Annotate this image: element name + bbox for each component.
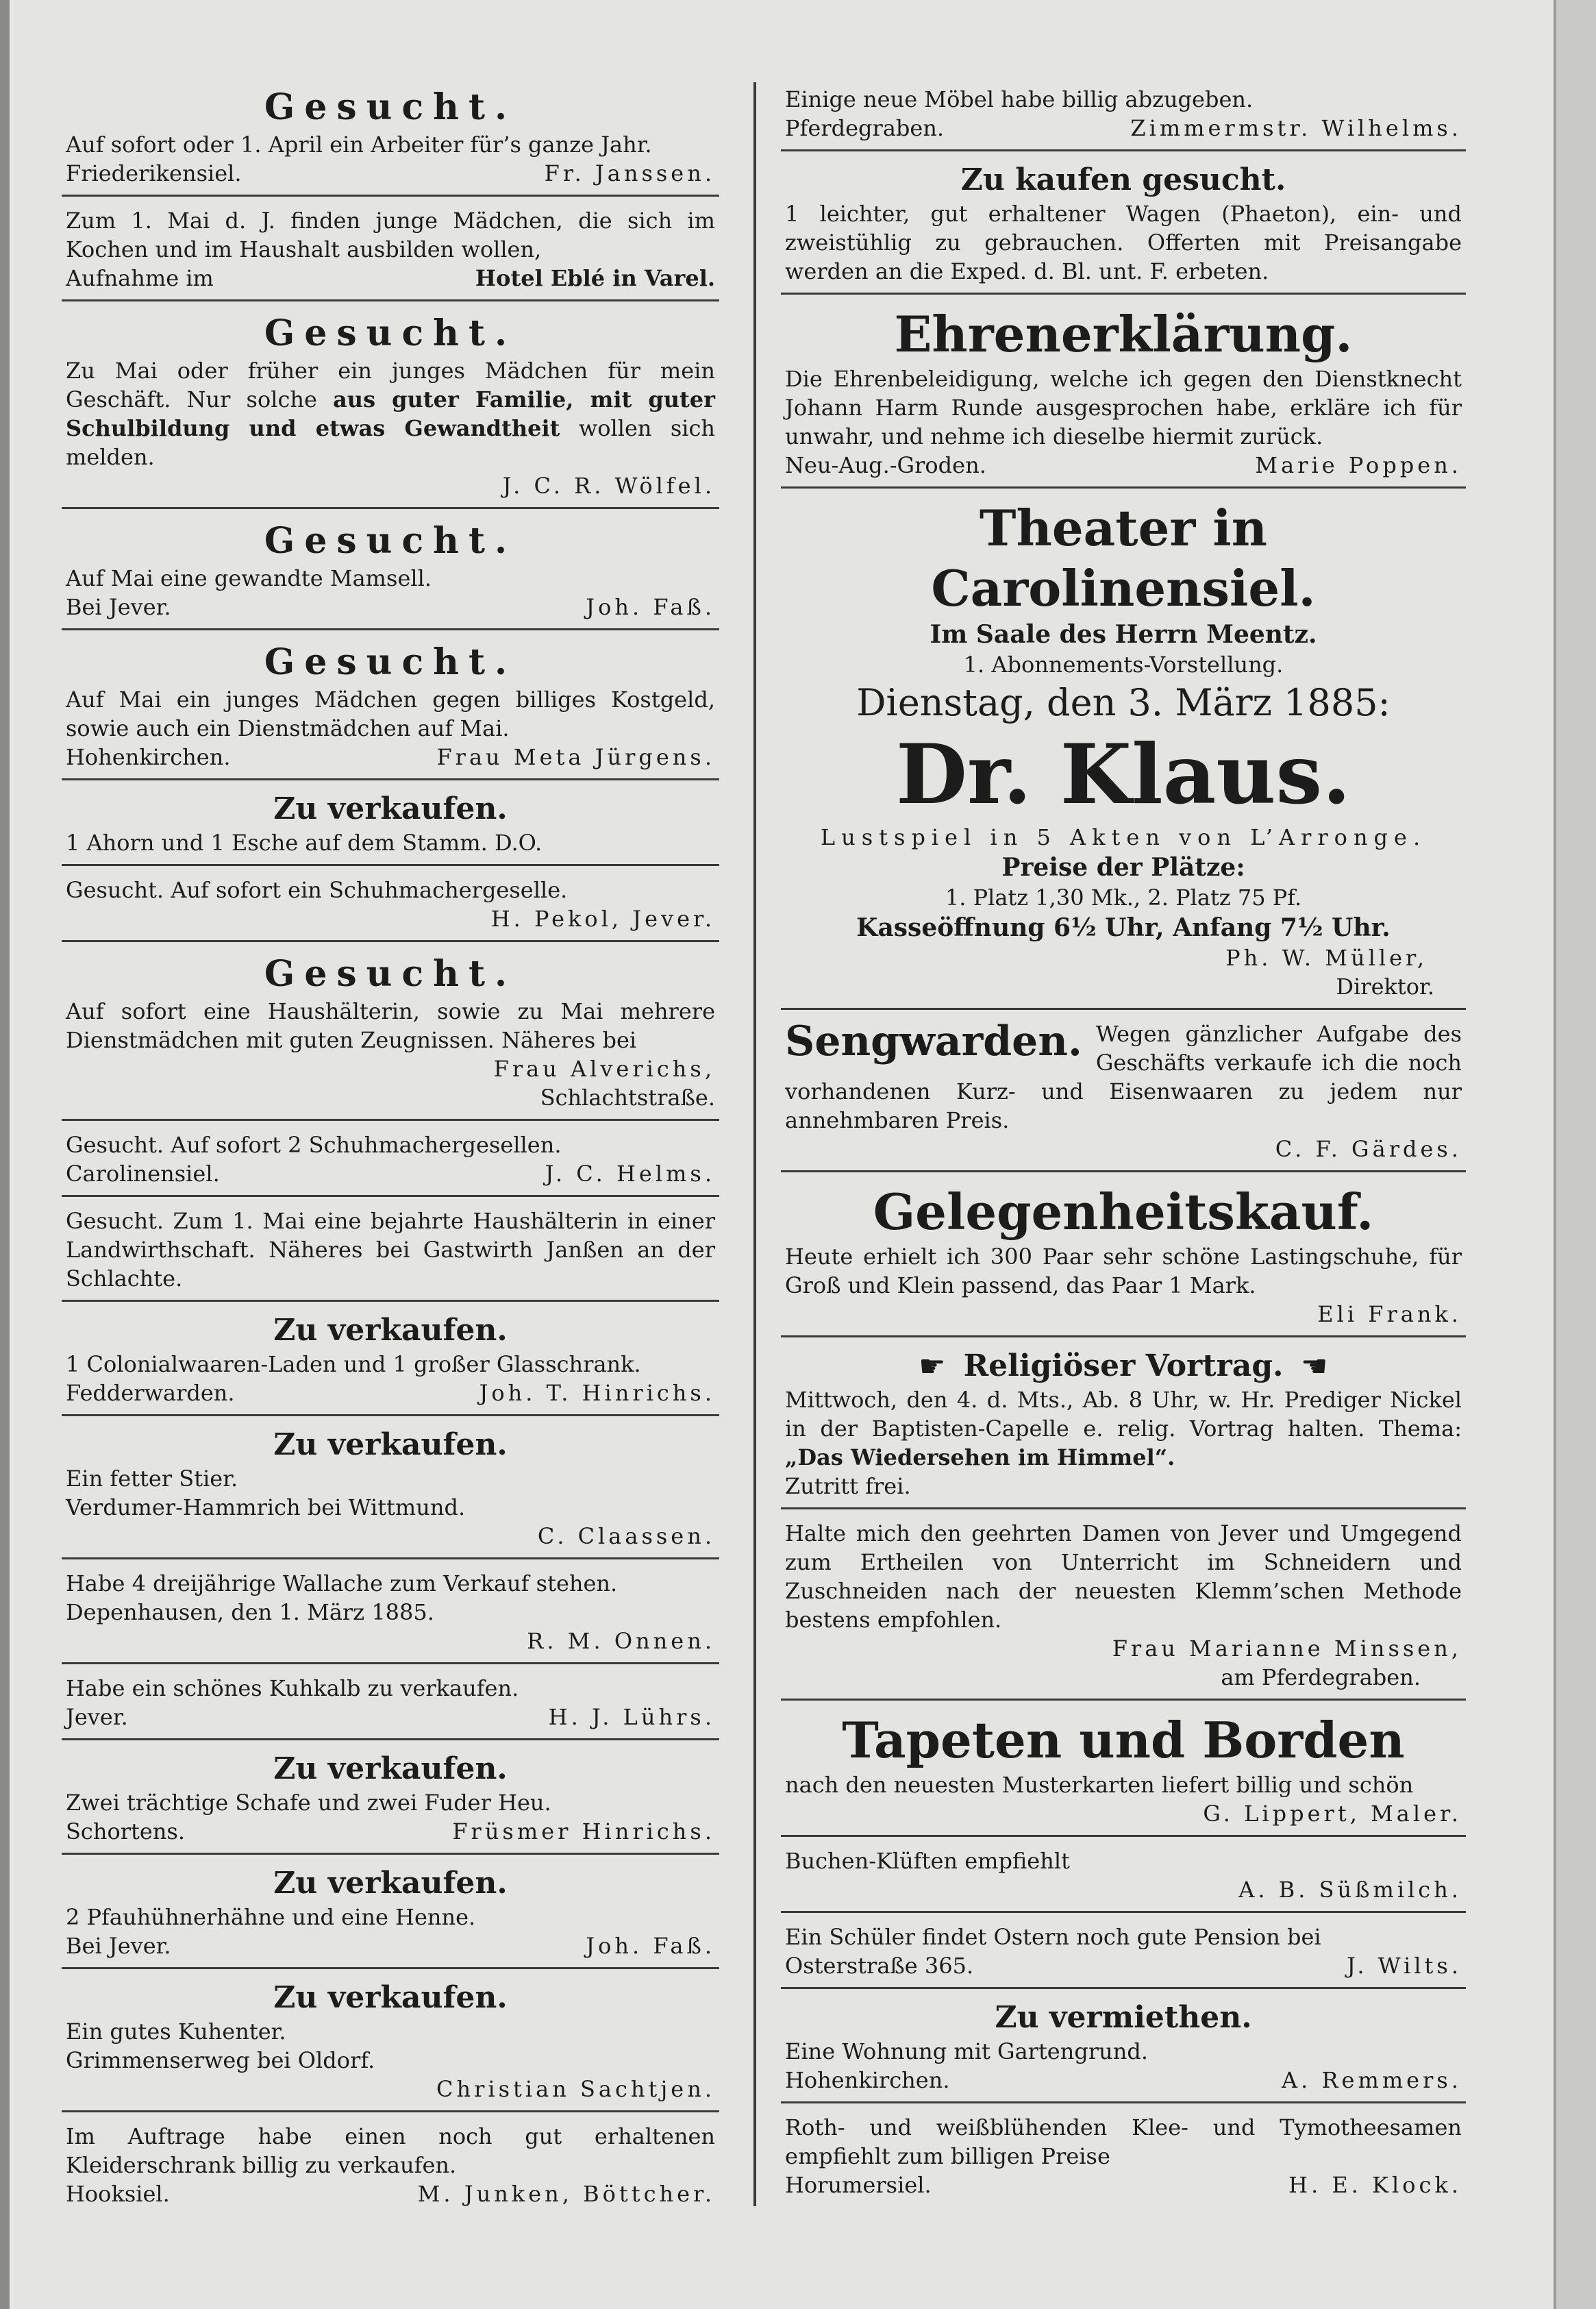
ad-schneidern-minssen: [781, 1516, 1466, 1701]
ad-place: Hohenkirchen.: [66, 744, 231, 770]
ad-text: Auf Mai ein junges Mädchen gegen billiges Kostgeld, sowie auch ein Dienstmädchen auf Mai.: [66, 687, 715, 741]
ad-gesucht-fass: [62, 516, 719, 630]
ad-gesucht-alverichs: [62, 949, 719, 1121]
ad-heading: Sengwarden.: [785, 1017, 1082, 1065]
ad-name: R. M. Onnen.: [527, 1628, 715, 1654]
ad-gesucht-janssen: [62, 82, 719, 197]
ad-name: Frau Alverichs,: [493, 1056, 715, 1082]
ad-heading: Gesucht.: [264, 641, 517, 683]
ad-name: Marie Poppen.: [1255, 452, 1462, 478]
theater-play-info: Lustspiel in 5 Akten von L’Arronge.: [820, 824, 1427, 850]
ad-text-part1: Zu Mai oder früher ein junges Mädchen für mein Geschäft. Nur solche: [66, 358, 715, 412]
theater-times: Kasseöffnung 6½ Uhr, Anfang 7½ Uhr.: [856, 913, 1391, 942]
ad-heading: Ehrenerklärung.: [894, 305, 1353, 363]
ad-signature-row: [66, 264, 715, 293]
ad-verkaufen-ahorn: [62, 787, 719, 866]
ad-text: Eine Wohnung mit Gartengrund.: [785, 2038, 1148, 2064]
theater-director-role: Direktor.: [1336, 974, 1434, 1000]
ad-text: 1 Ahorn und 1 Esche auf dem Stamm. D.O.: [66, 830, 543, 856]
left-column: [62, 82, 719, 2222]
right-column: [781, 82, 1466, 2213]
ad-text-part2: Zutritt frei.: [785, 1473, 911, 1499]
ad-signature-row: [785, 1951, 1462, 1980]
ad-name: J. C. Helms.: [545, 1161, 715, 1187]
ad-hotel-name: Hotel Eblé in Varel.: [475, 265, 715, 291]
ad-text: Buchen-Klüften empfiehlt: [785, 1848, 1070, 1874]
ad-name: Joh. T. Hinrichs.: [479, 1380, 715, 1406]
ad-name: Frau Meta Jürgens.: [436, 744, 715, 770]
theater-prices: 1. Platz 1,30 Mk., 2. Platz 75 Pf.: [945, 885, 1302, 911]
ad-signature-row: [66, 2180, 715, 2208]
ad-text: Habe ein schönes Kuhkalb zu verkaufen.: [66, 1675, 519, 1701]
ad-text: 1 Colonialwaaren-Laden und 1 großer Glasschrank.: [66, 1351, 641, 1377]
ad-heading: Theater in Carolinensiel.: [931, 499, 1316, 617]
ad-text: Heute erhielt ich 300 Paar sehr schöne Lastingschuhe, für Groß und Klein passend, das Paar 1 Mark.: [785, 1244, 1462, 1298]
ad-name: G. Lippert, Maler.: [1203, 1801, 1462, 1827]
ad-place: Jever.: [66, 1704, 128, 1730]
ad-signature-row: [785, 2171, 1462, 2199]
column-rule: [753, 82, 756, 2206]
theater-director-name: Ph. W. Müller,: [1225, 945, 1427, 971]
ad-wallache-onnen: [62, 1566, 719, 1664]
ad-theme: „Das Wiedersehen im Himmel“.: [785, 1444, 1175, 1470]
ad-heading: Gesucht.: [264, 520, 517, 562]
ad-gesucht-woelfel: [62, 308, 719, 509]
ad-signature-row: [66, 1931, 715, 1960]
ad-gesucht-haushaelterin: [62, 1204, 719, 1302]
ad-name: H. J. Lührs.: [548, 1704, 715, 1730]
ad-place: Bei Jever.: [66, 594, 171, 620]
ad-place: Depenhausen, den 1. März 1885.: [66, 1599, 434, 1625]
ad-text: Wegen gänzlicher Aufgabe des Geschäfts verkaufe ich die noch vorhandenen Kurz- und Eisenwaaren zu jedem nur annehmbaren Preis.: [785, 1021, 1462, 1133]
ad-signature-row: [66, 593, 715, 621]
ad-name: A. Remmers.: [1282, 2067, 1462, 2093]
ad-text: Auf sofort eine Haushälterin, sowie zu Mai mehrere Dienstmädchen mit guten Zeugnissen. Näheres bei: [66, 998, 715, 1053]
ad-name: Christian Sachtjen.: [436, 2076, 715, 2102]
ad-place: Neu-Aug.-Groden.: [785, 452, 986, 478]
ad-text: Gesucht. Zum 1. Mai eine bejahrte Haushälterin in einer Landwirthschaft. Näheres bei Gastwirth Janßen an der Schlachte.: [66, 1208, 715, 1292]
scan-edge-left: [0, 0, 10, 2309]
ad-kleesamen-klock: [781, 2110, 1466, 2206]
ad-place: Schortens.: [66, 1818, 186, 1844]
ad-heading: Zu verkaufen.: [273, 1751, 508, 1786]
ad-heading: Gesucht.: [264, 953, 517, 995]
ad-verkaufen-claassen: [62, 1423, 719, 1559]
ad-signature-row: [66, 1379, 715, 1407]
ad-heading: Gesucht.: [264, 312, 517, 354]
ad-name: A. B. Süßmilch.: [1238, 1877, 1462, 1903]
ad-name: Joh. Faß.: [586, 1933, 715, 1959]
ad-heading: Religiöser Vortrag.: [963, 1348, 1284, 1383]
ad-name: H. E. Klock.: [1288, 2172, 1462, 2198]
ad-heading: Zu kaufen gesucht.: [960, 162, 1286, 197]
ad-text: Roth- und weißblühenden Klee- und Tymotheesamen empfiehlt zum billigen Preise: [785, 2114, 1462, 2169]
theater-venue: Im Saale des Herrn Meentz.: [930, 620, 1317, 649]
ad-text-tail: Aufnahme im: [66, 265, 214, 291]
ad-heading-row: [785, 1347, 1462, 1385]
ad-text: [785, 1385, 1462, 1472]
ad-signature-row: [66, 1817, 715, 1846]
ad-name: M. Junken, Böttcher.: [417, 2181, 715, 2207]
theater-play-title: Dr. Klaus.: [895, 726, 1351, 823]
ad-name: Früsmer Hinrichs.: [452, 1818, 715, 1844]
ad-text: Im Auftrage habe einen noch gut erhaltenen Kleiderschrank billig zu verkaufen.: [66, 2123, 715, 2178]
newspaper-page: [14, 0, 1555, 2309]
ad-text: Zwei trächtige Schafe und zwei Fuder Heu.: [66, 1790, 551, 1816]
ad-heading: Gesucht.: [264, 86, 517, 128]
ad-text: Gesucht. Auf sofort ein Schuhmachergeselle.: [66, 877, 568, 903]
ad-text-line1: Ein gutes Kuhenter.: [66, 2018, 286, 2045]
ad-gesucht-juergens: [62, 637, 719, 780]
ad-heading: Tapeten und Borden: [842, 1711, 1405, 1769]
ad-heading: Zu verkaufen.: [273, 1427, 508, 1462]
ad-name: Fr. Janssen.: [544, 160, 715, 186]
ad-heading: Zu vermiethen.: [995, 2000, 1252, 2035]
ad-place: am Pferdegraben.: [1221, 1664, 1421, 1690]
ad-signature-row: [785, 2066, 1462, 2095]
ad-place: Hooksiel.: [66, 2181, 170, 2207]
ad-text: Ein Schüler findet Ostern noch gute Pension bei: [785, 1924, 1321, 1950]
ad-vermiethen: [781, 1996, 1466, 2103]
ad-heading: Zu verkaufen.: [273, 791, 508, 826]
ad-sengwarden: [781, 1017, 1466, 1172]
ad-place: Osterstraße 365.: [785, 1953, 974, 1979]
ad-place: Friederikensiel.: [66, 160, 242, 186]
ad-name: J. Wilts.: [1347, 1953, 1462, 1979]
ad-hotel-eble: [62, 203, 719, 301]
ad-religioeser-vortrag: [781, 1344, 1466, 1509]
pointing-hand-icon: ☛: [1301, 1348, 1328, 1384]
ad-text: Die Ehrenbeleidigung, welche ich gegen den Dienstknecht Johann Harm Runde ausgesprochen habe, erkläre ich für unwahr, und nehme ich dieselbe hiermit zurück.: [785, 366, 1462, 449]
ad-text: [66, 356, 715, 471]
theater-prices-heading: Preise der Plätze:: [1001, 853, 1245, 882]
ad-signature-row: [66, 1159, 715, 1188]
ad-place: Bei Jever.: [66, 1933, 171, 1959]
ad-ehrenerklaerung: [781, 301, 1466, 489]
ad-text: Einige neue Möbel habe billig abzugeben.: [785, 86, 1254, 112]
ad-tapeten: [781, 1707, 1466, 1837]
ad-text-emphasis: aus guter Familie, mit guter Schulbildung und etwas Gewandtheit: [66, 386, 716, 441]
ad-heading: Zu verkaufen.: [273, 1866, 508, 1901]
ad-signature-row: [66, 743, 715, 771]
theater-date: Dienstag, den 3. März 1885:: [856, 681, 1391, 724]
ad-buchen-kluften: [781, 1844, 1466, 1913]
ad-text: nach den neuesten Musterkarten liefert billig und schön: [785, 1772, 1414, 1798]
ad-pension-wilts: [781, 1920, 1466, 1989]
ad-verkaufen-kuhenter: [62, 1976, 719, 2112]
ad-signature-row: [66, 159, 715, 188]
ad-text: Auf Mai eine gewandte Mamsell.: [66, 565, 432, 591]
ad-name: C. F. Gärdes.: [1275, 1136, 1462, 1162]
ad-street: Schlachtstraße.: [540, 1085, 715, 1111]
ad-text-part2: wollen sich melden.: [66, 415, 716, 470]
ad-text: Halte mich den geehrten Damen von Jever und Umgegend zum Ertheilen von Unterricht im Schneidern und Zuschneiden nach der neuesten Klemm’schen Methode bestens empfohlen.: [785, 1520, 1462, 1633]
ad-place: Horumersiel.: [785, 2172, 932, 2198]
ad-verkaufen-pfauen: [62, 1862, 719, 1969]
ad-gesucht-pekol: [62, 873, 719, 942]
ad-kaufen-wagen: [781, 158, 1466, 295]
ad-text: Habe 4 dreijährige Wallache zum Verkauf stehen.: [66, 1570, 618, 1596]
ad-kleiderschrank-junken: [62, 2119, 719, 2215]
ad-text-part1: Mittwoch, den 4. d. Mts., Ab. 8 Uhr, w. Hr. Prediger Nickel in der Baptisten-Capelle e. relig. Vortrag halten. Thema:: [785, 1387, 1462, 1442]
ad-name: H. Pekol, Jever.: [490, 906, 715, 932]
ad-heading: Gelegenheitskauf.: [873, 1183, 1374, 1241]
ad-signature-row: [785, 114, 1462, 143]
ad-text-line2: Verdumer-Hammrich bei Wittmund.: [66, 1494, 466, 1520]
ad-name: C. Claassen.: [537, 1523, 715, 1549]
ad-text: 2 Pfauhühnerhähne und eine Henne.: [66, 1904, 476, 1930]
ad-text: 1 leichter, gut erhaltener Wagen (Phaeton), ein- und zweistühlig zu gebrauchen. Offerten mit Preisangabe werden an die Exped. d. Bl. unt. F. erbeten.: [785, 201, 1462, 284]
ad-moebel-wilhelms: [781, 82, 1466, 151]
ad-name: Zimmermstr. Wilhelms.: [1130, 115, 1462, 141]
ad-text-line1: Ein fetter Stier.: [66, 1466, 238, 1492]
ad-kuhkalb-luehrs: [62, 1671, 719, 1740]
ad-place: Carolinensiel.: [66, 1161, 220, 1187]
ad-text: Auf sofort oder 1. April ein Arbeiter für’s ganze Jahr.: [66, 132, 652, 158]
scan-edge-right: [1554, 0, 1596, 2309]
ad-verkaufen-hinrichs: [62, 1309, 719, 1416]
ad-text: Gesucht. Auf sofort 2 Schuhmachergesellen.: [66, 1132, 562, 1158]
ad-place: Fedderwarden.: [66, 1380, 235, 1406]
ad-name: J. C. R. Wölfel.: [502, 473, 715, 499]
ad-gelegenheitskauf: [781, 1179, 1466, 1337]
ad-place: Hohenkirchen.: [785, 2067, 950, 2093]
ad-gesucht-helms: [62, 1128, 719, 1197]
ad-heading: Zu verkaufen.: [273, 1980, 508, 2015]
ad-place: Pferdegraben.: [785, 115, 945, 141]
pointing-hand-icon: ☛: [919, 1348, 946, 1384]
ad-heading: Zu verkaufen.: [273, 1313, 508, 1348]
ad-name: Frau Marianne Minssen,: [1112, 1635, 1462, 1662]
ad-signature-row: [66, 1703, 715, 1731]
ad-text-line2: Grimmenserweg bei Oldorf.: [66, 2047, 375, 2073]
ad-verkaufen-schafe: [62, 1747, 719, 1855]
ad-text: Zum 1. Mai d. J. finden junge Mädchen, die sich im Kochen und im Haushalt ausbilden wollen,: [66, 208, 715, 262]
ad-theater: [781, 495, 1466, 1010]
theater-performance: 1. Abonnements-Vorstellung.: [963, 652, 1284, 678]
ad-name: Eli Frank.: [1317, 1301, 1462, 1327]
ad-signature-row: [785, 451, 1462, 480]
ad-name: Joh. Faß.: [586, 594, 715, 620]
